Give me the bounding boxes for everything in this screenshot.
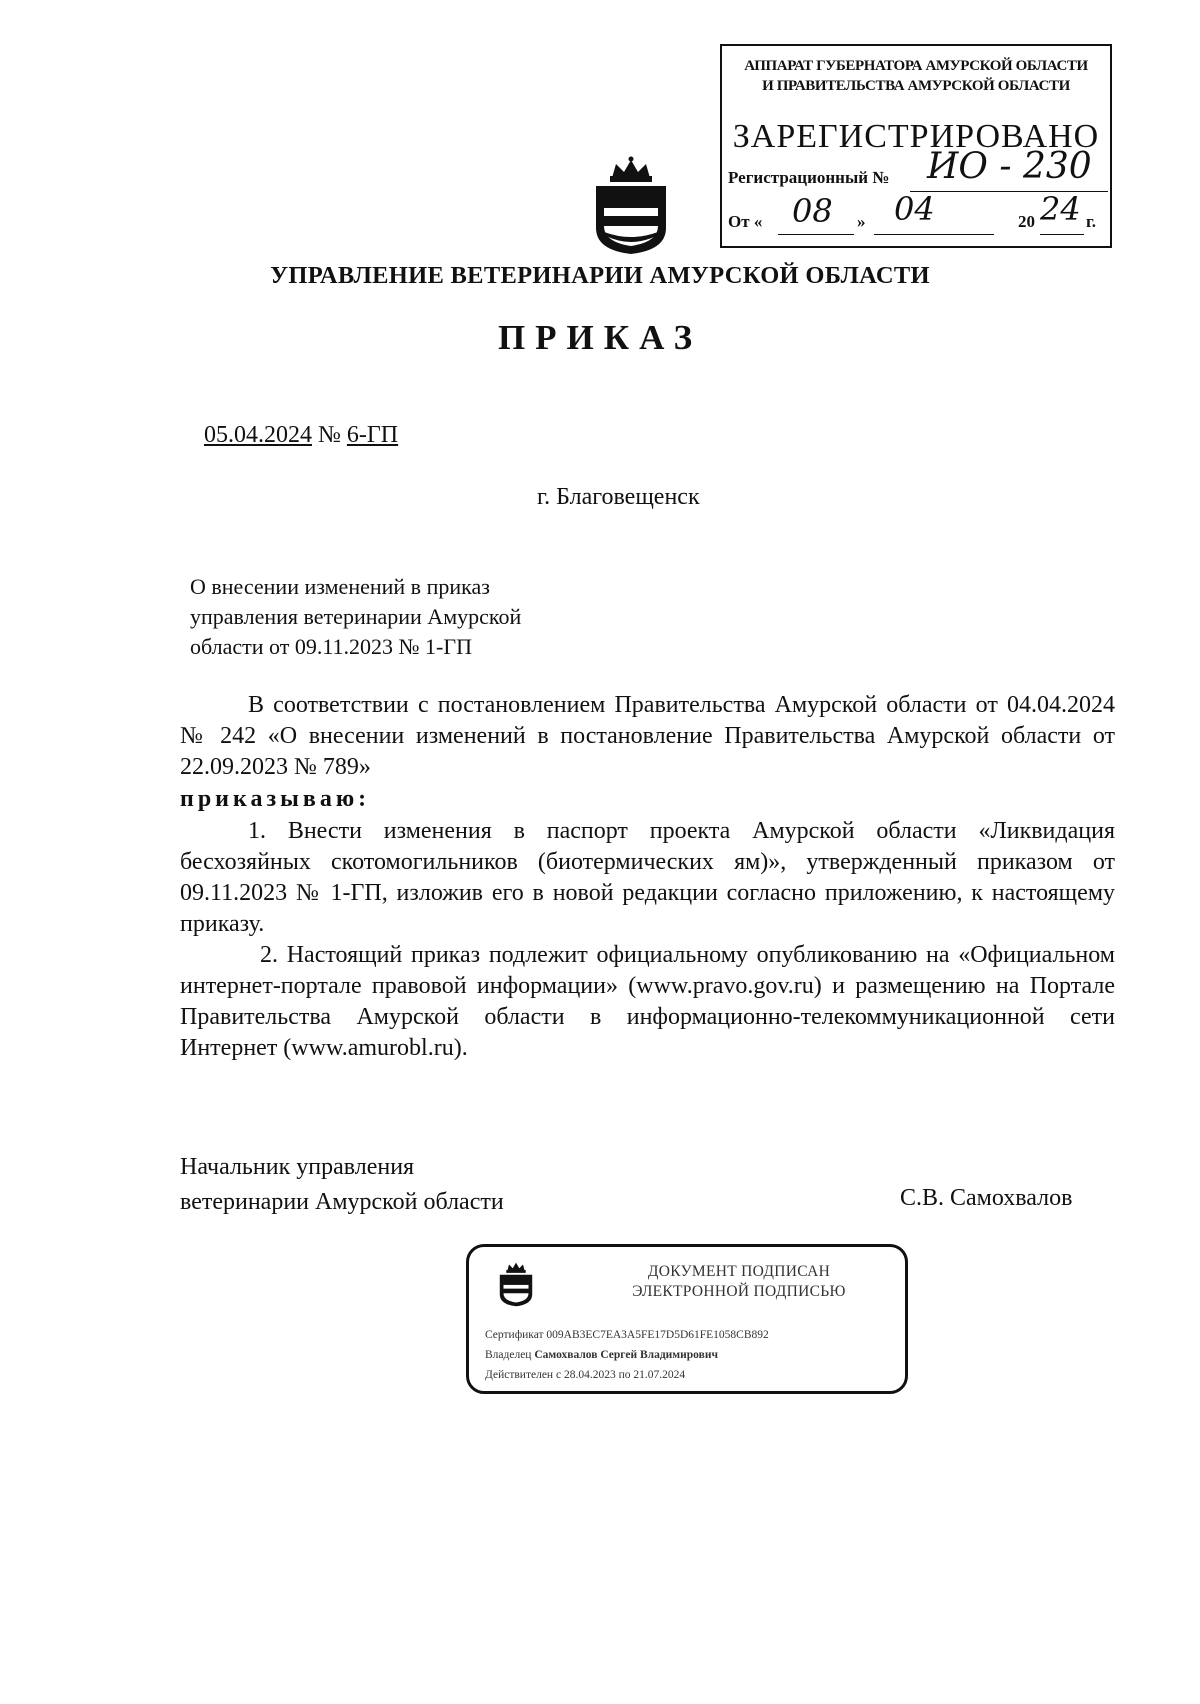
order-date: 05.04.2024 xyxy=(204,422,312,448)
year-unit: г. xyxy=(1086,212,1097,231)
valid-to: 21.07.2024 xyxy=(633,1369,686,1381)
position-line-1: Начальник управления xyxy=(180,1154,415,1180)
order-word: приказываю: xyxy=(180,786,371,812)
cert-label: Сертификат xyxy=(485,1329,544,1341)
subject-line-3: области от 09.11.2023 № 1-ГП xyxy=(190,634,472,659)
order-number: 6-ГП xyxy=(346,422,399,448)
owner-label: Владелец xyxy=(485,1349,532,1361)
owner-value: Самохвалов Сергей Владимирович xyxy=(534,1349,718,1361)
day-handwritten: 08 xyxy=(792,192,833,230)
order-subject xyxy=(190,572,610,662)
electronic-signature-stamp xyxy=(466,1244,908,1394)
order-date-number xyxy=(204,422,398,449)
document-type-title: ПРИКАЗ xyxy=(497,318,703,357)
city: г. Благовещенск xyxy=(537,484,700,510)
valid-label: Действителен с xyxy=(485,1369,562,1381)
from-label: От « xyxy=(728,212,763,231)
year-rule xyxy=(1040,234,1084,235)
signatory-position xyxy=(180,1150,504,1220)
esign-owner xyxy=(485,1349,718,1361)
esign-validity xyxy=(485,1369,685,1381)
coat-of-arms-emblem xyxy=(590,156,672,256)
esign-certificate xyxy=(485,1329,769,1341)
registration-stamp xyxy=(720,44,1112,248)
ministry-name: УПРАВЛЕНИЕ ВЕТЕРИНАРИИ АМУРСКОЙ ОБЛАСТИ xyxy=(270,262,930,289)
esign-heading-2: ЭЛЕКТРОННОЙ ПОДПИСЬЮ xyxy=(632,1283,846,1300)
number-sign: № xyxy=(318,422,341,448)
esign-heading-1: ДОКУМЕНТ ПОДПИСАН xyxy=(647,1263,831,1280)
month-rule xyxy=(874,234,994,235)
esign-emblem-icon xyxy=(497,1259,535,1309)
quote-close: » xyxy=(857,212,866,231)
cert-value: 009AB3EC7EA3A5FE17D5D61FE1058CB892 xyxy=(546,1329,769,1341)
signatory-name: С.В. Самохвалов xyxy=(900,1185,1073,1211)
order-item-1: 1. Внести изменения в паспорт проекта Амурской области «Ликвидация бесхозяйных скотомогильников (биотермических ям)», утвержденный приказом от 09.11.2023 № 1-ГП, изложив его в новой редакции согласно приложению, к настоящему приказу. xyxy=(180,818,1115,937)
subject-line-1: О внесении изменений в приказ xyxy=(190,574,490,599)
stamp-org-line-1: АППАРАТ ГУБЕРНАТОРА АМУРСКОЙ ОБЛАСТИ xyxy=(744,58,1088,74)
position-line-2: ветеринарии Амурской области xyxy=(180,1189,504,1215)
subject-line-2: управления ветеринарии Амурской xyxy=(190,604,522,629)
year-handwritten: 24 xyxy=(1040,190,1081,228)
reg-number-label: Регистрационный № xyxy=(728,168,890,187)
stamp-org-line-2: И ПРАВИТЕЛЬСТВА АМУРСКОЙ ОБЛАСТИ xyxy=(762,78,1070,94)
preamble-paragraph: В соответствии с постановлением Правительства Амурской области от 04.04.2024 № 242 «О внесении изменений в постановление Правительства Амурской области от 22.09.2023 № 789» xyxy=(180,692,1115,780)
reg-number-handwritten: ИО - 230 xyxy=(927,146,1092,187)
month-handwritten: 04 xyxy=(894,190,935,228)
valid-to-label: по xyxy=(618,1369,631,1381)
day-rule xyxy=(778,234,854,235)
coat-of-arms-icon xyxy=(590,156,672,256)
order-item-2: 2. Настоящий приказ подлежит официальному опубликованию на «Официальном интернет-портале правовой информации» (www.pravo.gov.ru) и размещению на Портале Правительства Амурской области в информационно-телекоммуникационной сети Интернет (www.amurobl.ru). xyxy=(180,942,1115,1061)
stamp-title: ЗАРЕГИСТРИРОВАНО xyxy=(732,118,1100,155)
year-prefix: 20 xyxy=(1018,212,1035,231)
valid-from: 28.04.2023 xyxy=(563,1369,616,1381)
